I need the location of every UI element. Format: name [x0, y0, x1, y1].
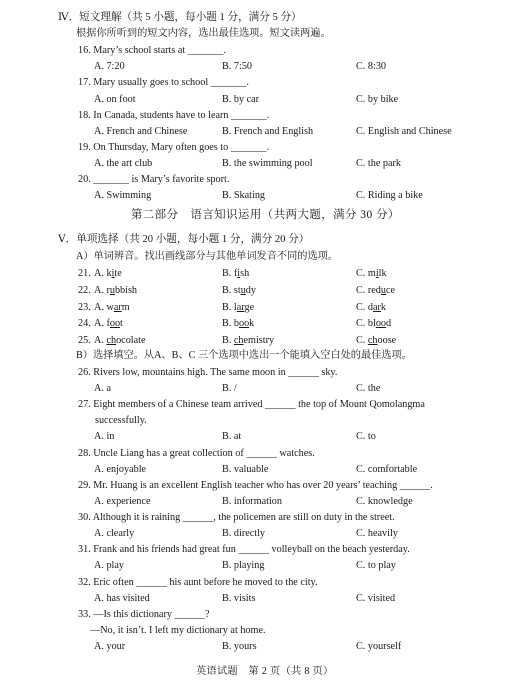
underlined-letters: u	[380, 284, 386, 296]
option-b: B. the swimming pool	[222, 158, 313, 170]
word-part: t	[120, 318, 123, 330]
question-stem: 20. _______ is Mary’s favorite sport.	[78, 174, 230, 186]
option-b: B. information	[222, 496, 282, 508]
phonetic-option-a	[94, 267, 122, 280]
phonetic-option-b	[222, 267, 249, 280]
part-2-title: 第二部分 语言知识运用（共两大题，满分 30 分）	[131, 209, 400, 221]
question-stem: 33. —Is this dictionary ______?	[78, 609, 210, 620]
word-part: A.	[94, 335, 107, 347]
section-4-instruction: 根据你所听到的短文内容，选出最佳选项。短文读两遍。	[76, 28, 331, 39]
option-a: A. your	[94, 641, 126, 653]
option-b: B. at	[222, 431, 242, 443]
question-stem: 32. Eric often ______ his aunt before he moved to the city.	[78, 577, 318, 588]
phonetic-option-c	[356, 284, 395, 297]
word-part: A. f	[94, 318, 110, 330]
option-b: B. 7:50	[222, 61, 253, 73]
phonetic-option-c	[356, 301, 386, 314]
word-part: te	[114, 268, 122, 279]
underlined-letters: ch	[233, 335, 244, 347]
option-a: A. on foot	[94, 93, 136, 105]
phonetic-option-b	[222, 301, 254, 314]
question-stem: 28. Uncle Liang has a great collection of ______ watches.	[78, 448, 315, 459]
option-c: C. heavily	[356, 528, 398, 540]
word-part: C. bl	[356, 318, 376, 330]
word-part: B.	[222, 335, 234, 347]
word-part: B. f	[222, 268, 238, 279]
question-stem: 30. Although it is raining ______, the policemen are still on duty in the street.	[78, 512, 395, 523]
question-stem: 19. On Thursday, Mary often goes to _______.	[78, 141, 269, 153]
option-b: B. directly	[222, 528, 266, 540]
underlined-letters: ch	[106, 335, 117, 347]
question-stem: 18. In Canada, students have to learn _______.	[78, 109, 270, 121]
option-c: C. the	[356, 383, 381, 395]
option-c: C. to play	[356, 560, 396, 572]
word-part: oose	[377, 335, 397, 347]
phonetic-option-b	[222, 284, 256, 297]
underlined-letters: ar	[372, 301, 381, 313]
option-a: A. has visited	[94, 593, 150, 605]
option-a: A. clearly	[94, 528, 135, 540]
option-a: A. a	[94, 383, 111, 395]
phonetic-question-number: 22.	[78, 284, 91, 296]
phonetic-option-b	[222, 334, 274, 347]
word-part: ocolate	[116, 335, 146, 347]
underlined-letters: oo	[238, 318, 250, 330]
word-part: lk	[378, 268, 387, 279]
option-c: C. knowledge	[356, 496, 413, 508]
phonetic-option-b	[222, 317, 254, 330]
option-b: B. playing	[222, 560, 265, 572]
option-c: C. the park	[356, 158, 401, 170]
word-part: B. b	[222, 318, 239, 330]
word-part: C.	[356, 335, 368, 347]
section-5-sub-b: B）选择填空。从A、B、C 三个选项中选出一个能填入空白处的最佳选项。	[76, 350, 412, 361]
option-a: A. enjoyable	[94, 464, 147, 476]
question-stem-continued: successfully.	[95, 415, 147, 427]
underlined-letters: i	[375, 268, 379, 279]
underlined-letters: oo	[375, 318, 387, 330]
question-stem-continued: —No, it isn’t. I left my dictionary at home.	[90, 625, 266, 637]
phonetic-option-a	[94, 301, 130, 314]
phonetic-question-number: 23.	[78, 301, 91, 313]
option-c: C. to	[356, 431, 376, 443]
underlined-letters: ar	[236, 301, 245, 313]
phonetic-question-number: 21.	[78, 268, 91, 279]
question-stem: 26. Rivers low, mountains high. The same moon in ______ sky.	[78, 367, 338, 378]
phonetic-question-number: 25.	[78, 335, 91, 347]
phonetic-question-number: 24.	[78, 318, 91, 330]
word-part: bbish	[114, 284, 138, 296]
question-stem: 31. Frank and his friends had great fun ______ volleyball on the beach yesterday.	[78, 544, 410, 555]
word-part: C. d	[356, 301, 373, 313]
word-part: ge	[244, 301, 255, 313]
option-c: C. visited	[356, 593, 396, 605]
word-part: dy	[245, 284, 256, 296]
word-part: A. k	[94, 268, 112, 279]
underlined-letters: u	[240, 284, 246, 296]
underlined-letters: i	[111, 268, 115, 279]
question-stem: 29. Mr. Huang is an excellent English teacher who has over 20 years’ teaching ______.	[78, 480, 433, 491]
option-a: A. experience	[94, 496, 151, 508]
section-4-header: Ⅳ．短文理解（共 5 小题，每小题 1 分，满分 5 分）	[58, 12, 302, 23]
option-a: A. Swimming	[94, 190, 152, 202]
option-c: C. by bike	[356, 93, 399, 105]
section-5-header: Ⅴ．单项选择（共 20 小题，每小题 1 分，满分 20 分）	[58, 234, 310, 245]
word-part: d	[386, 318, 392, 330]
option-b: B. /	[222, 383, 237, 395]
question-stem: 17. Mary usually goes to school _______.	[78, 77, 249, 89]
word-part: B. st	[222, 284, 241, 296]
option-c: C. 8:30	[356, 61, 387, 73]
section-5-sub-a: A）单词辨音。找出画线部分与其他单词发音不同的选项。	[76, 251, 339, 262]
underlined-letters: ar	[113, 301, 122, 313]
word-part: A. w	[94, 301, 114, 313]
phonetic-option-a	[94, 334, 146, 347]
page-footer: 英语试题 第 2 页（共 8 页）	[196, 666, 334, 677]
word-part: ce	[386, 284, 396, 296]
option-a: A. the art club	[94, 158, 153, 170]
phonetic-option-a	[94, 284, 137, 297]
option-b: B. visits	[222, 593, 256, 605]
option-c: C. Riding a bike	[356, 190, 423, 202]
word-part: B. l	[222, 301, 237, 313]
word-part: A. r	[94, 284, 110, 296]
underlined-letters: u	[109, 284, 115, 296]
phonetic-option-c	[356, 267, 387, 280]
question-stem: 16. Mary’s school starts at _______.	[78, 45, 226, 56]
option-b: B. French and English	[222, 125, 314, 137]
phonetic-option-c	[356, 334, 396, 347]
word-part: sh	[240, 268, 250, 279]
option-c: C. yourself	[356, 641, 402, 653]
question-stem: 27. Eight members of a Chinese team arrived ______ the top of Mount Qomolangma	[78, 399, 425, 410]
underlined-letters: oo	[109, 318, 121, 330]
option-b: B. Skating	[222, 190, 266, 202]
word-part: m	[121, 301, 130, 313]
option-a: A. in	[94, 431, 115, 443]
phonetic-option-c	[356, 317, 391, 330]
option-b: B. by car	[222, 93, 260, 105]
option-a: A. play	[94, 560, 124, 572]
word-part: C. red	[356, 284, 381, 296]
phonetic-option-a	[94, 317, 123, 330]
option-c: C. comfortable	[356, 464, 418, 476]
underlined-letters: i	[237, 268, 241, 279]
word-part: k	[380, 301, 386, 313]
option-b: B. valuable	[222, 464, 269, 476]
word-part: C. m	[356, 268, 376, 279]
option-a: A. 7:20	[94, 61, 125, 73]
option-b: B. yours	[222, 641, 257, 653]
word-part: emistry	[243, 335, 275, 347]
underlined-letters: ch	[367, 335, 378, 347]
option-a: A. French and Chinese	[94, 125, 188, 137]
word-part: k	[249, 318, 255, 330]
option-c: C. English and Chinese	[356, 125, 452, 137]
